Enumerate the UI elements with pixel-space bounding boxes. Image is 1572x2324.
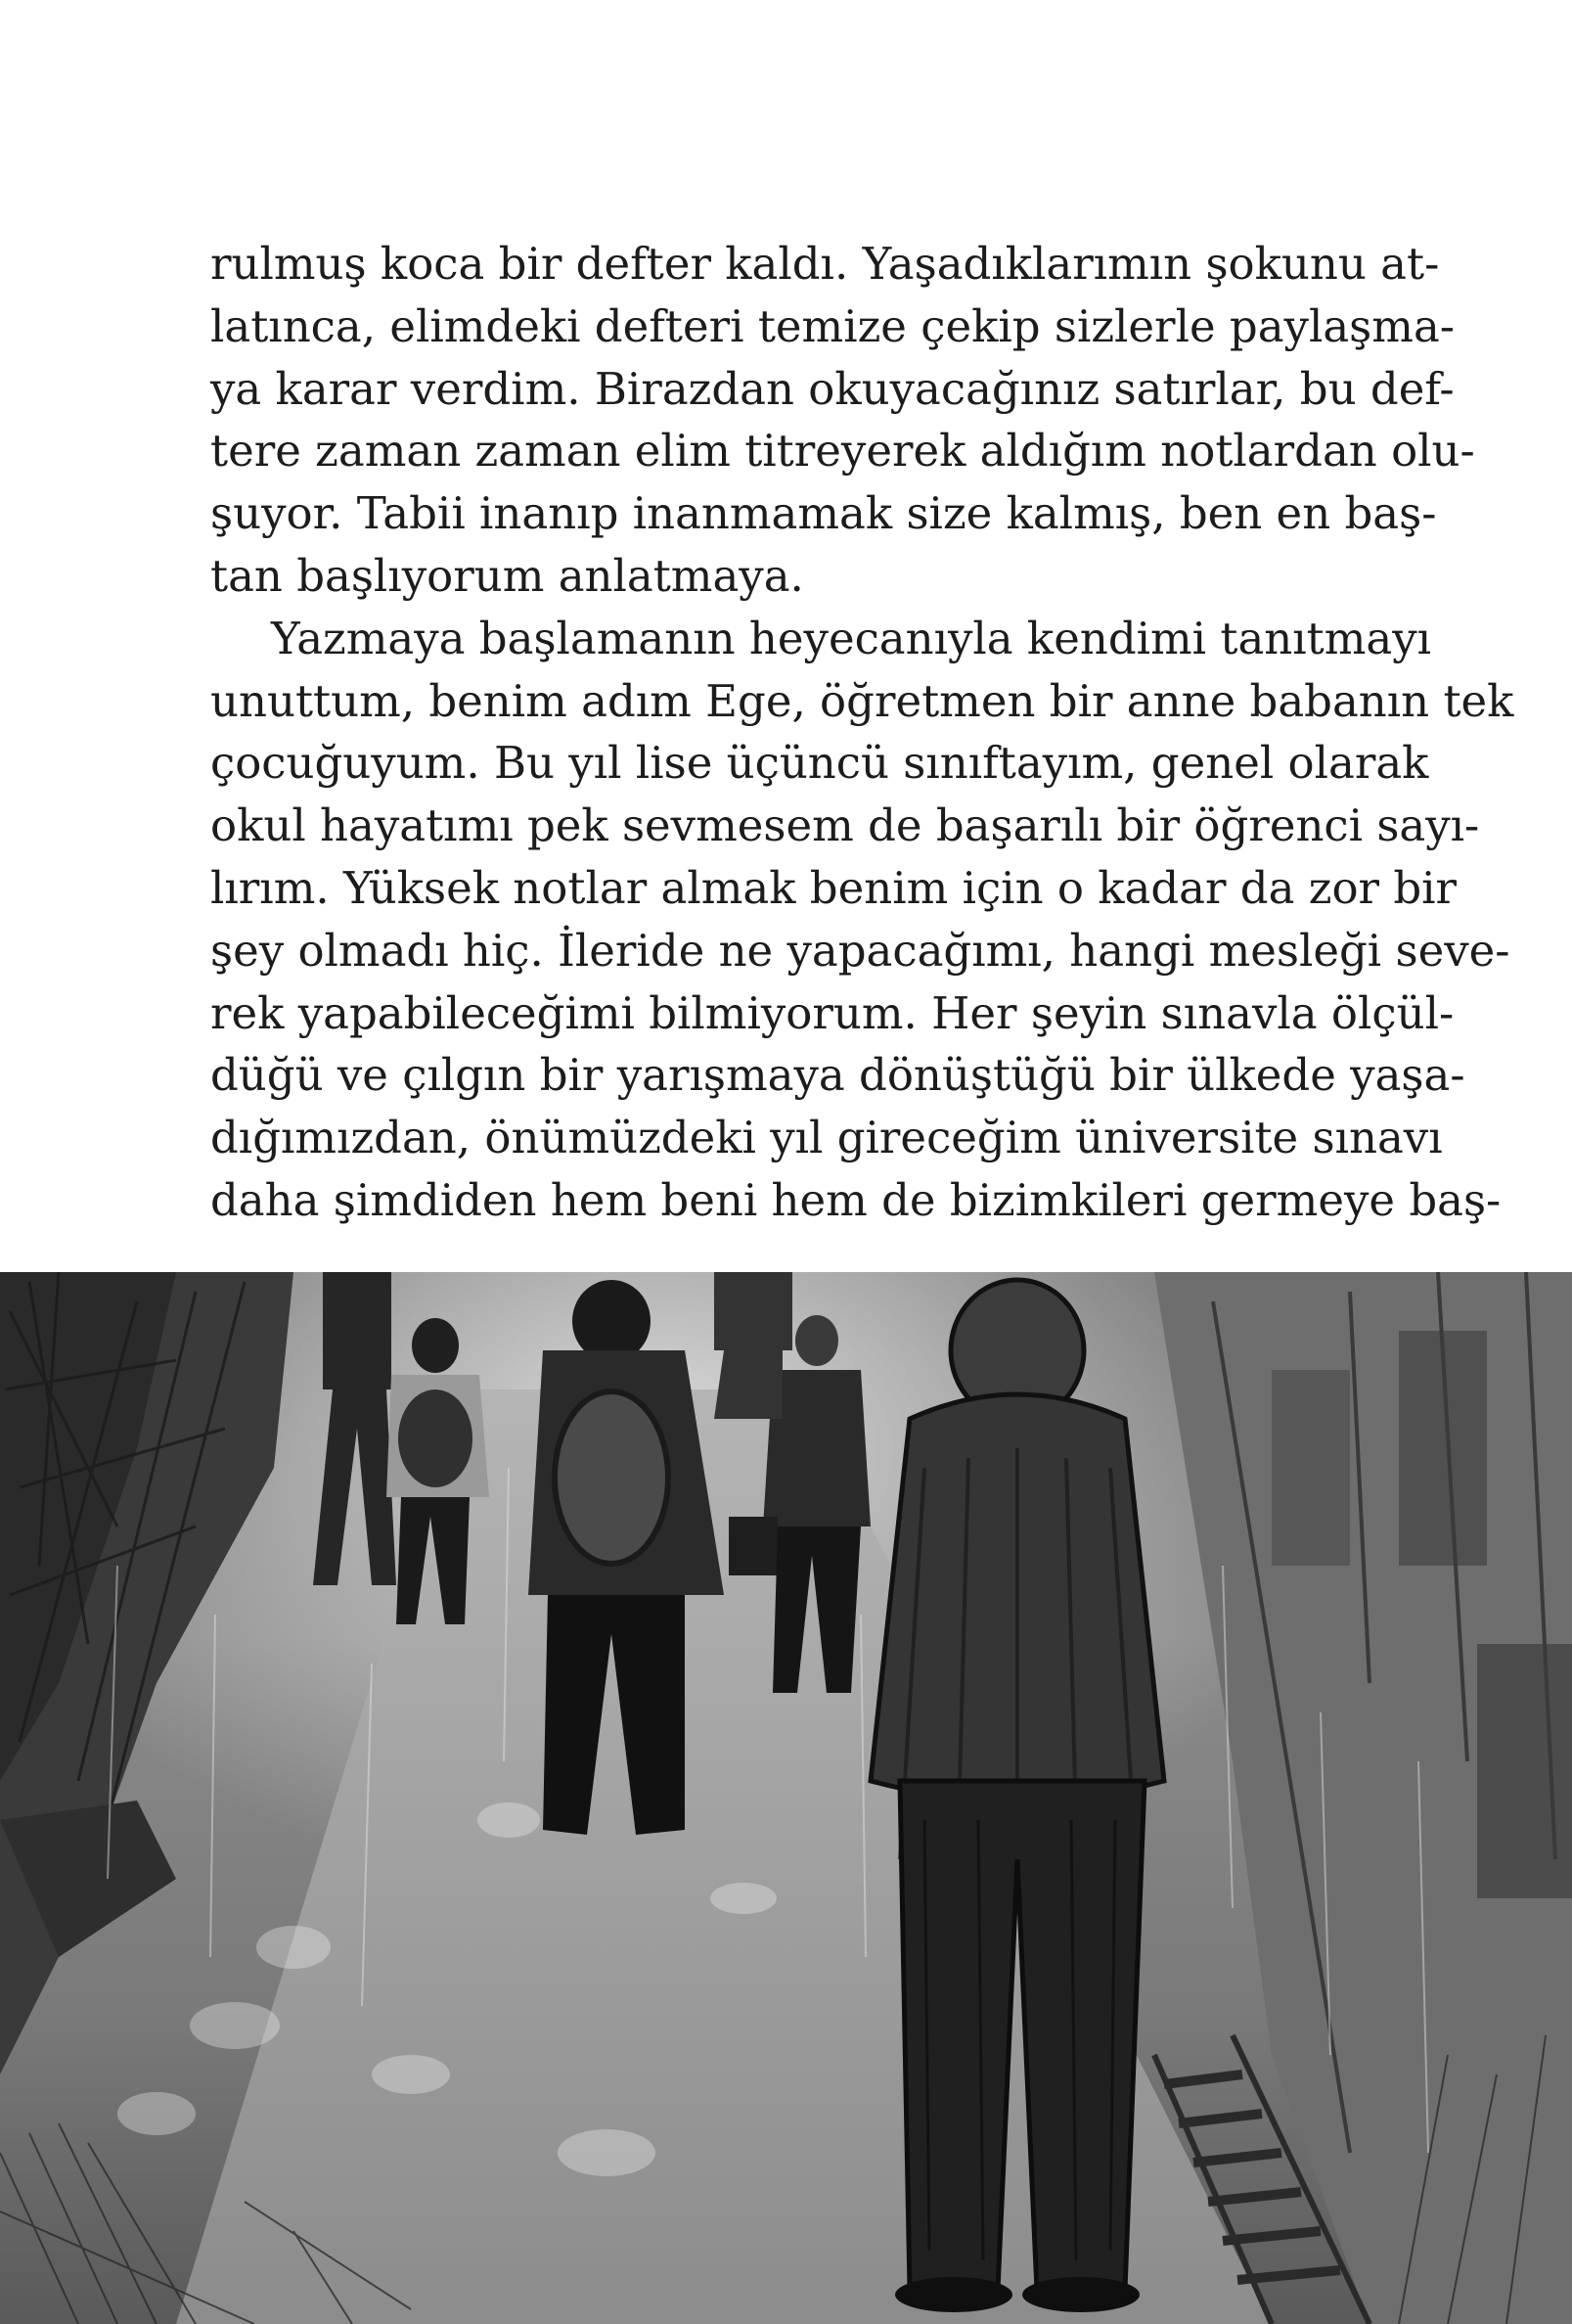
walker-far-right bbox=[714, 1272, 792, 1419]
text-line: daha şimdiden hem beni hem de bizimkileri germeye baş- bbox=[210, 1173, 1502, 1226]
text-line: düğü ve çılgın bir yarışmaya dönüştüğü bir ülkede yaşa- bbox=[210, 1049, 1465, 1102]
sketch-svg bbox=[0, 1272, 1572, 2324]
text-line: ya karar verdim. Birazdan okuyacağınız satırlar, bu def- bbox=[210, 362, 1455, 415]
text-line: şey olmadı hiç. İleride ne yapacağımı, hangi mesleği seve- bbox=[210, 924, 1510, 977]
body-text bbox=[210, 233, 1514, 1232]
text-line: şuyor. Tabii inanıp inanmamak size kalmış, ben en baş- bbox=[210, 487, 1437, 540]
text-line: tan başlıyorum anlatmaya. bbox=[210, 549, 804, 602]
text-line: dığımızdan, önümüzdeki yıl gireceğim üniversite sınavı bbox=[210, 1112, 1443, 1164]
text-line: çocuğuyum. Bu yıl lise üçüncü sınıftayım, genel olarak bbox=[210, 737, 1429, 790]
text-line: rek yapabileceğimi bilmiyorum. Her şeyin sınavla ölçül- bbox=[210, 986, 1455, 1039]
text-line: latınca, elimdeki defteri temize çekip sizlerle paylaşma- bbox=[210, 299, 1455, 352]
text-line: rulmuş koca bir defter kaldı. Yaşadıklarımın şokunu at- bbox=[210, 238, 1440, 290]
text-line: Yazmaya başlamanın heyecanıyla kendimi tanıtmayı bbox=[271, 612, 1432, 664]
sketch-illustration bbox=[0, 1272, 1572, 2324]
text-line: tere zaman zaman elim titreyerek aldığım notlardan olu- bbox=[210, 425, 1475, 478]
text-line: lırım. Yüksek notlar almak benim için o kadar da zor bir bbox=[210, 861, 1458, 914]
text-line: okul hayatımı pek sevmesem de başarılı bir öğrenci sayı- bbox=[210, 799, 1480, 852]
text-line: unuttum, benim adım Ege, öğretmen bir anne babanın tek bbox=[210, 674, 1514, 727]
